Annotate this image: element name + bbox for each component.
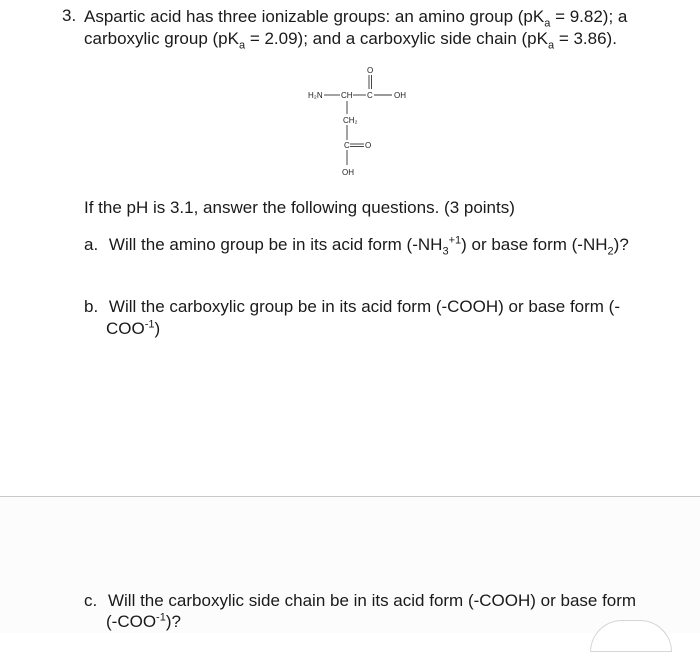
question-a: a. Will the amino group be in its acid form $(-NH_3^{+1})$ or base form $(-NH_2)$? [84,234,629,258]
question-b-line-1: b. Will the carboxylic group be in its acid form (-COOH) or base form (- [84,297,621,316]
question-number: 3. [62,6,77,25]
instruction-text: If the pH is 3.1, answer the following questions. (3 points) [84,198,515,217]
structure-c-side: C [344,141,350,150]
question-c-line-1: c. Will the carboxylic side chain be in its acid form (-COOH) or base form [84,591,637,610]
question-line-1: Aspartic acid has three ionizable groups: an amino group $(pK_a = 9.82)$; a [84,7,628,30]
structure-h2n: H₂N [308,91,323,100]
question-c-line-2: $(-COO^{-1})$? [106,611,181,631]
structure-o-top: O [367,66,374,75]
structure-oh-bottom: OH [342,168,354,177]
structure-oh-right: OH [394,91,406,100]
structure-c-acid: C [367,91,373,100]
aspartic-acid-structure [300,62,420,182]
question-b-line-2: $COO^{-1}$) [106,318,161,338]
structure-ch2: CH₂ [343,116,358,125]
structure-o-side: O [365,141,372,150]
structure-ch: CH [341,91,353,100]
question-line-2: carboxylic group $(pK_a = 2.09)$; and a carboxylic side chain $(pK_a = 3.86)$. [84,29,617,52]
lower-page-region [0,497,700,633]
